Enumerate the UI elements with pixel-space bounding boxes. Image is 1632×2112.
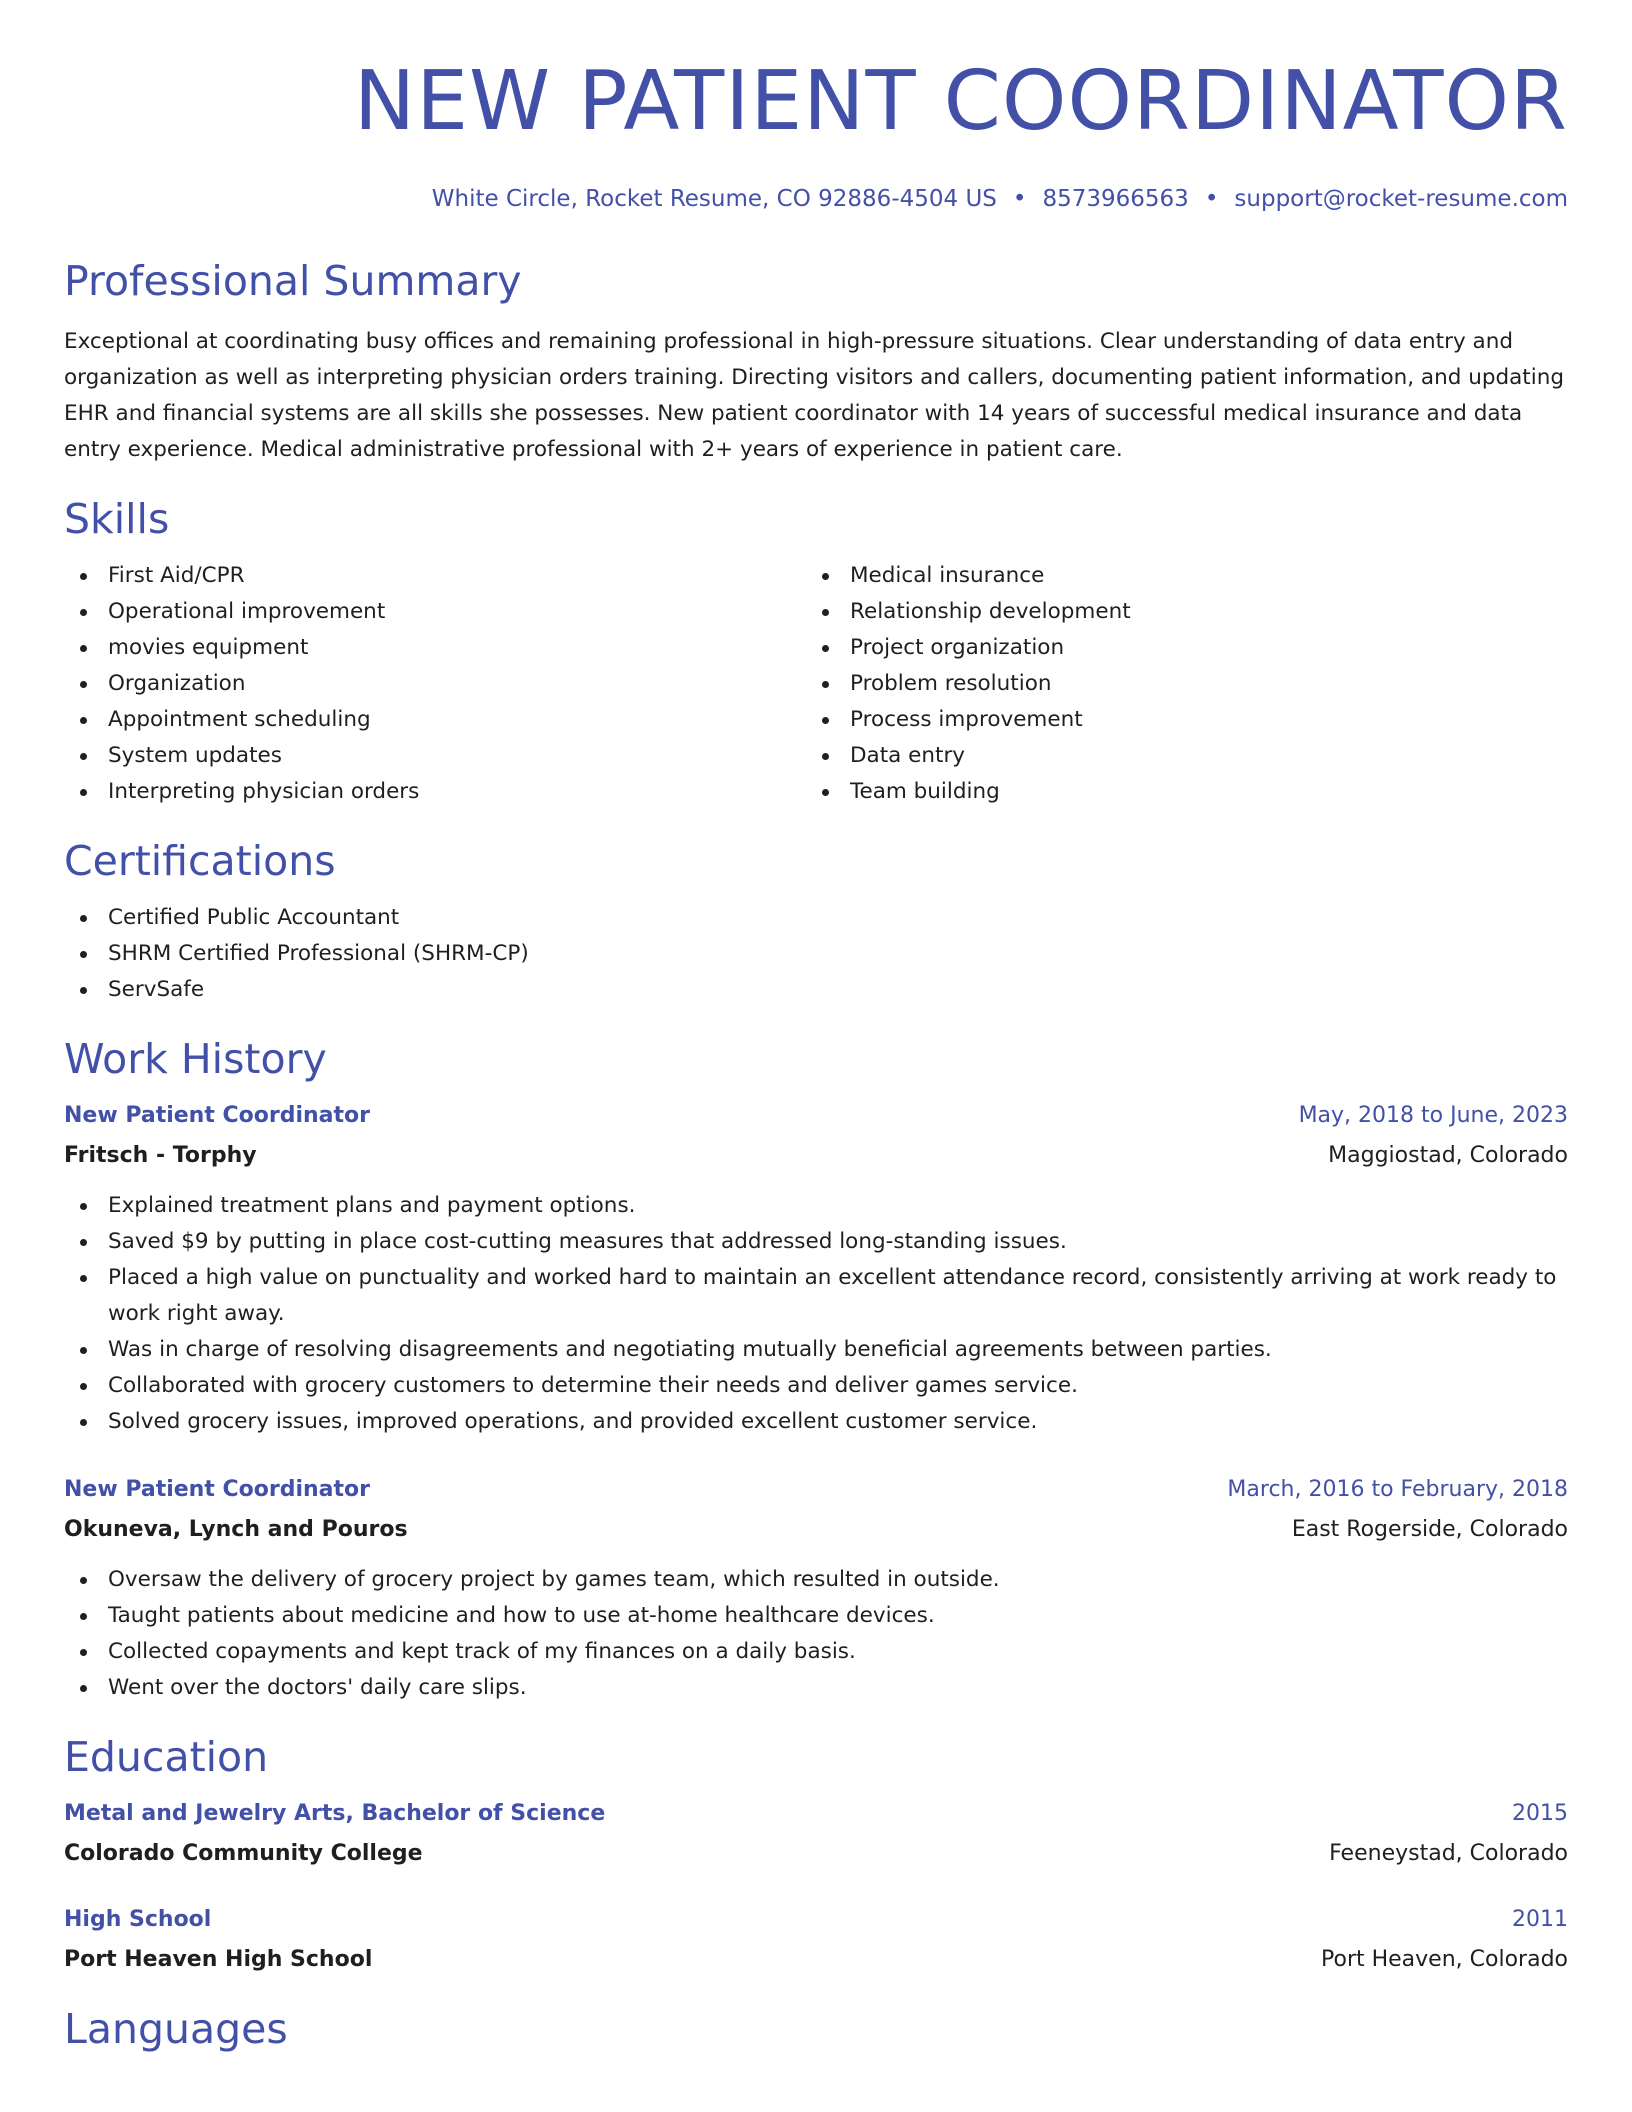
education-year: 2011 [1512, 1907, 1568, 1932]
education-school: Colorado Community College [64, 1841, 423, 1866]
education-year: 2015 [1512, 1801, 1568, 1826]
education-school: Port Heaven High School [64, 1947, 373, 1972]
skill-item: Organization [64, 666, 806, 702]
job-entry [64, 1472, 1568, 1706]
section-title-skills: Skills [64, 495, 170, 543]
skill-item: Medical insurance [806, 558, 1548, 594]
skill-item: System updates [64, 738, 806, 774]
job-bullet: Was in charge of resolving disagreements and negotiating mutually beneficial agreements between parties. [64, 1332, 1568, 1368]
job-header-row [64, 1098, 1568, 1134]
education-school-row [64, 1942, 1568, 1978]
job-employer: Fritsch - Torphy [64, 1143, 257, 1168]
job-employer-row [64, 1512, 1568, 1548]
job-employer: Okuneva, Lynch and Pouros [64, 1517, 408, 1542]
job-dates: May, 2018 to June, 2023 [1298, 1103, 1568, 1128]
job-employer-row [64, 1138, 1568, 1174]
resume-page [64, 0, 1568, 2054]
skill-item: Interpreting physician orders [64, 774, 806, 810]
skill-item: Process improvement [806, 702, 1548, 738]
job-bullets [64, 1562, 1568, 1706]
skills-list-right [806, 558, 1548, 810]
job-dates: March, 2016 to February, 2018 [1227, 1477, 1568, 1502]
job-entry [64, 1098, 1568, 1440]
skill-item: Project organization [806, 630, 1548, 666]
job-header-row [64, 1472, 1568, 1508]
skills-list-left [64, 558, 806, 810]
job-bullets [64, 1188, 1568, 1440]
skill-item: Appointment scheduling [64, 702, 806, 738]
skill-item: First Aid/CPR [64, 558, 806, 594]
job-bullet: Oversaw the delivery of grocery project by games team, which resulted in outside. [64, 1562, 1568, 1598]
contact-phone: 8573966563 [1042, 186, 1189, 212]
contact-address: White Circle, Rocket Resume, CO 92886-4504 US [431, 186, 997, 212]
skills-columns [64, 558, 1568, 810]
education-degree: High School [64, 1907, 212, 1932]
certification-item: Certified Public Accountant [64, 900, 1568, 936]
certification-item: ServSafe [64, 972, 1568, 1008]
job-location: East Rogerside, Colorado [1291, 1517, 1568, 1542]
page-title: NEW PATIENT COORDINATOR [353, 54, 1568, 149]
job-bullet: Taught patients about medicine and how to use at-home healthcare devices. [64, 1598, 1568, 1634]
education-degree: Metal and Jewelry Arts, Bachelor of Science [64, 1801, 606, 1826]
section-title-languages: Languages [64, 2005, 288, 2053]
education-header-row [64, 1796, 1568, 1832]
job-title: New Patient Coordinator [64, 1103, 371, 1128]
job-bullet: Collected copayments and kept track of my finances on a daily basis. [64, 1634, 1568, 1670]
job-title: New Patient Coordinator [64, 1477, 371, 1502]
summary-text: Exceptional at coordinating busy offices and remaining professional in high-pressure situations. Clear understanding of data entry and organization as well as interpreting physician orders training. Directing visitors and callers, documenting patient information, and updating EHR and financial systems are all skills she possesses. New patient coordinator with 14 years of successful medical insurance and data entry experience. Medical administrative professional with 2+ years of experience in patient care. [64, 329, 1564, 462]
education-location: Port Heaven, Colorado [1321, 1947, 1568, 1972]
education-header-row [64, 1902, 1568, 1938]
contact-separator: • [1204, 186, 1219, 212]
skill-item: Data entry [806, 738, 1548, 774]
skill-item: Operational improvement [64, 594, 806, 630]
education-school-row [64, 1836, 1568, 1872]
skill-item: movies equipment [64, 630, 806, 666]
contact-separator: • [1012, 186, 1027, 212]
section-title-summary: Professional Summary [64, 257, 522, 305]
education-entry [64, 1796, 1568, 1872]
job-bullet: Collaborated with grocery customers to determine their needs and deliver games service. [64, 1368, 1568, 1404]
job-bullet: Placed a high value on punctuality and worked hard to maintain an excellent attendance record, consistently arriving at work ready to work right away. [64, 1260, 1568, 1332]
certification-item: SHRM Certified Professional (SHRM-CP) [64, 936, 1568, 972]
skill-item: Problem resolution [806, 666, 1548, 702]
education-entry [64, 1902, 1568, 1978]
contact-line [64, 184, 1568, 214]
section-title-certifications: Certifications [64, 837, 336, 885]
job-bullet: Went over the doctors' daily care slips. [64, 1670, 1568, 1706]
certifications-list [64, 900, 1568, 1008]
education-location: Feeneystad, Colorado [1329, 1841, 1568, 1866]
skill-item: Team building [806, 774, 1548, 810]
job-bullet: Saved $9 by putting in place cost-cutting measures that addressed long-standing issues. [64, 1224, 1568, 1260]
job-bullet: Explained treatment plans and payment options. [64, 1188, 1568, 1224]
job-bullet: Solved grocery issues, improved operations, and provided excellent customer service. [64, 1404, 1568, 1440]
contact-email[interactable]: support@rocket-resume.com [1234, 186, 1568, 212]
skill-item: Relationship development [806, 594, 1548, 630]
job-location: Maggiostad, Colorado [1328, 1143, 1568, 1168]
section-title-education: Education [64, 1733, 269, 1781]
section-title-work-history: Work History [64, 1035, 327, 1083]
